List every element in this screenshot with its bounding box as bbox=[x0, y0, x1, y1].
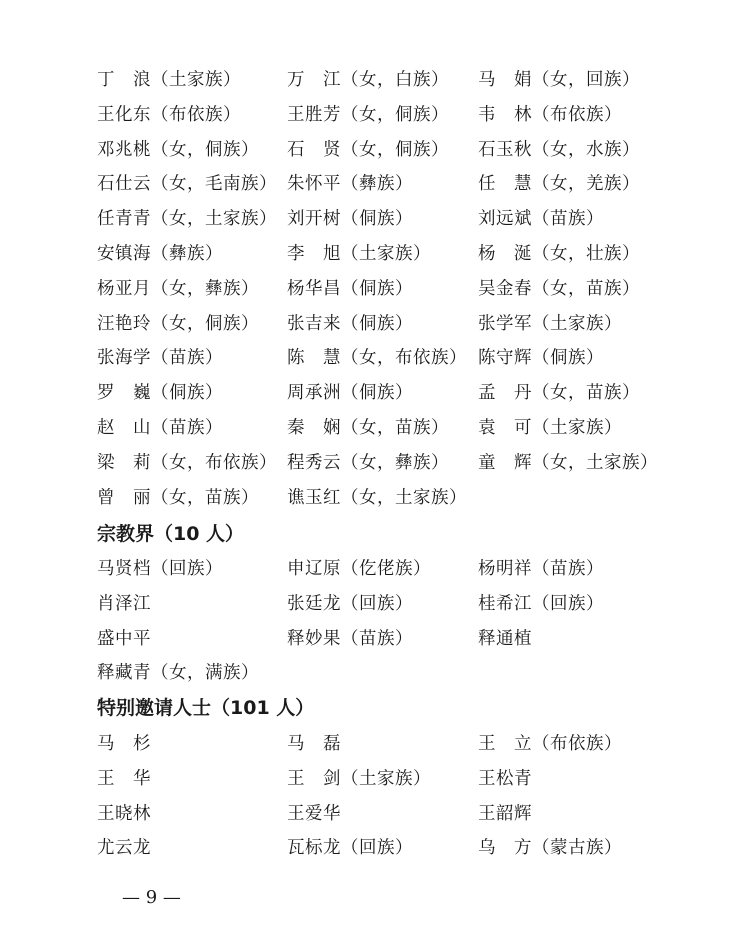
table-row bbox=[97, 103, 697, 138]
member-entry: 刘远斌（苗族） bbox=[478, 209, 604, 230]
table-row bbox=[97, 661, 697, 696]
member-entry: 曾 丽（女，苗族） bbox=[97, 487, 259, 508]
table-row bbox=[97, 627, 697, 662]
member-entry: 马 娟（女，回族） bbox=[478, 70, 640, 90]
member-entry: 任 慧（女，羌族） bbox=[478, 174, 640, 195]
member-entry: 王胜芳（女，侗族） bbox=[287, 104, 449, 125]
member-entry: 瓦标龙（回族） bbox=[287, 838, 413, 859]
member-list-ethnic bbox=[97, 68, 697, 520]
member-entry: 马 磊 bbox=[287, 734, 341, 754]
member-entry: 杨 涎（女，壮族） bbox=[478, 243, 640, 264]
member-entry: 张廷龙（回族） bbox=[287, 593, 413, 614]
member-entry: 肖泽江 bbox=[97, 593, 151, 614]
member-entry: 程秀云（女，彝族） bbox=[287, 452, 449, 473]
table-row bbox=[97, 486, 697, 521]
member-entry: 丁 浪（土家族） bbox=[97, 70, 241, 90]
table-row bbox=[97, 277, 697, 312]
member-entry: 尤云龙 bbox=[97, 838, 151, 859]
table-row bbox=[97, 381, 697, 416]
member-entry: 邓兆桃（女，侗族） bbox=[97, 139, 259, 160]
member-entry: 张吉来（侗族） bbox=[287, 313, 413, 334]
member-entry: 刘开树（侗族） bbox=[287, 209, 413, 230]
table-row bbox=[97, 207, 697, 242]
member-entry: 韦 林（布依族） bbox=[478, 104, 622, 125]
member-entry: 杨明祥（苗族） bbox=[478, 559, 604, 579]
section-heading-religion: 宗教界（10 人） bbox=[97, 523, 245, 545]
member-entry: 王 剑（土家族） bbox=[287, 768, 431, 789]
table-row bbox=[97, 312, 697, 347]
section-heading-special-invitees: 特别邀请人士（101 人） bbox=[97, 697, 315, 719]
member-entry: 吴金春（女，苗族） bbox=[478, 278, 640, 299]
table-row bbox=[97, 346, 697, 381]
table-row bbox=[97, 172, 697, 207]
member-entry: 王晓林 bbox=[97, 803, 151, 824]
member-entry: 李 旭（土家族） bbox=[287, 243, 431, 264]
table-row bbox=[97, 557, 697, 592]
table-row bbox=[97, 767, 697, 802]
member-entry: 谯玉红（女，土家族） bbox=[287, 487, 467, 508]
table-row bbox=[97, 138, 697, 173]
table-row bbox=[97, 242, 697, 277]
member-entry: 杨华昌（侗族） bbox=[287, 278, 413, 299]
member-entry: 乌 方（蒙古族） bbox=[478, 838, 622, 859]
member-entry: 陈 慧（女，布依族） bbox=[287, 348, 467, 369]
member-entry: 陈守辉（侗族） bbox=[478, 348, 604, 369]
member-entry: 王化东（布依族） bbox=[97, 104, 241, 125]
member-entry: 朱怀平（彝族） bbox=[287, 174, 413, 195]
member-entry: 申辽原（仡佬族） bbox=[287, 559, 431, 579]
member-entry: 王 立（布依族） bbox=[478, 734, 622, 754]
member-entry: 杨亚月（女，彝族） bbox=[97, 278, 259, 299]
table-row bbox=[97, 732, 697, 767]
member-entry: 汪艳玲（女，侗族） bbox=[97, 313, 259, 334]
member-entry: 孟 丹（女，苗族） bbox=[478, 383, 640, 404]
member-entry: 石仕云（女，毛南族） bbox=[97, 174, 277, 195]
member-entry: 周承洲（侗族） bbox=[287, 383, 413, 404]
member-entry: 张学军（土家族） bbox=[478, 313, 622, 334]
table-row bbox=[97, 836, 697, 871]
table-row bbox=[97, 416, 697, 451]
member-entry: 罗 巍（侗族） bbox=[97, 383, 223, 404]
member-entry: 秦 娴（女，苗族） bbox=[287, 417, 449, 438]
member-entry: 王松青 bbox=[478, 768, 532, 789]
member-entry: 马 杉 bbox=[97, 734, 151, 754]
member-entry: 赵 山（苗族） bbox=[97, 417, 223, 438]
member-entry: 桂希江（回族） bbox=[478, 593, 604, 614]
member-list-special-invitees bbox=[97, 732, 697, 871]
member-entry: 马贤档（回族） bbox=[97, 559, 223, 579]
member-entry: 石玉秋（女，水族） bbox=[478, 139, 640, 160]
member-entry: 任青青（女，土家族） bbox=[97, 209, 277, 230]
member-entry: 童 辉（女，土家族） bbox=[478, 452, 658, 473]
member-entry: 释通植 bbox=[478, 628, 532, 649]
member-entry: 王爱华 bbox=[287, 803, 341, 824]
member-entry: 石 贤（女，侗族） bbox=[287, 139, 449, 160]
member-entry: 释藏青（女，满族） bbox=[97, 663, 259, 684]
member-entry: 张海学（苗族） bbox=[97, 348, 223, 369]
table-row bbox=[97, 592, 697, 627]
member-entry: 王韶辉 bbox=[478, 803, 532, 824]
page-number: — 9 — bbox=[122, 887, 181, 908]
member-entry: 释妙果（苗族） bbox=[287, 628, 413, 649]
member-entry: 梁 莉（女，布依族） bbox=[97, 452, 277, 473]
member-entry: 安镇海（彝族） bbox=[97, 243, 223, 264]
member-list-religion bbox=[97, 557, 697, 696]
member-entry: 王 华 bbox=[97, 768, 151, 789]
table-row bbox=[97, 68, 697, 103]
member-entry: 盛中平 bbox=[97, 628, 151, 649]
member-entry: 袁 可（土家族） bbox=[478, 417, 622, 438]
table-row bbox=[97, 451, 697, 486]
member-entry: 万 江（女，白族） bbox=[287, 70, 449, 90]
table-row bbox=[97, 802, 697, 837]
